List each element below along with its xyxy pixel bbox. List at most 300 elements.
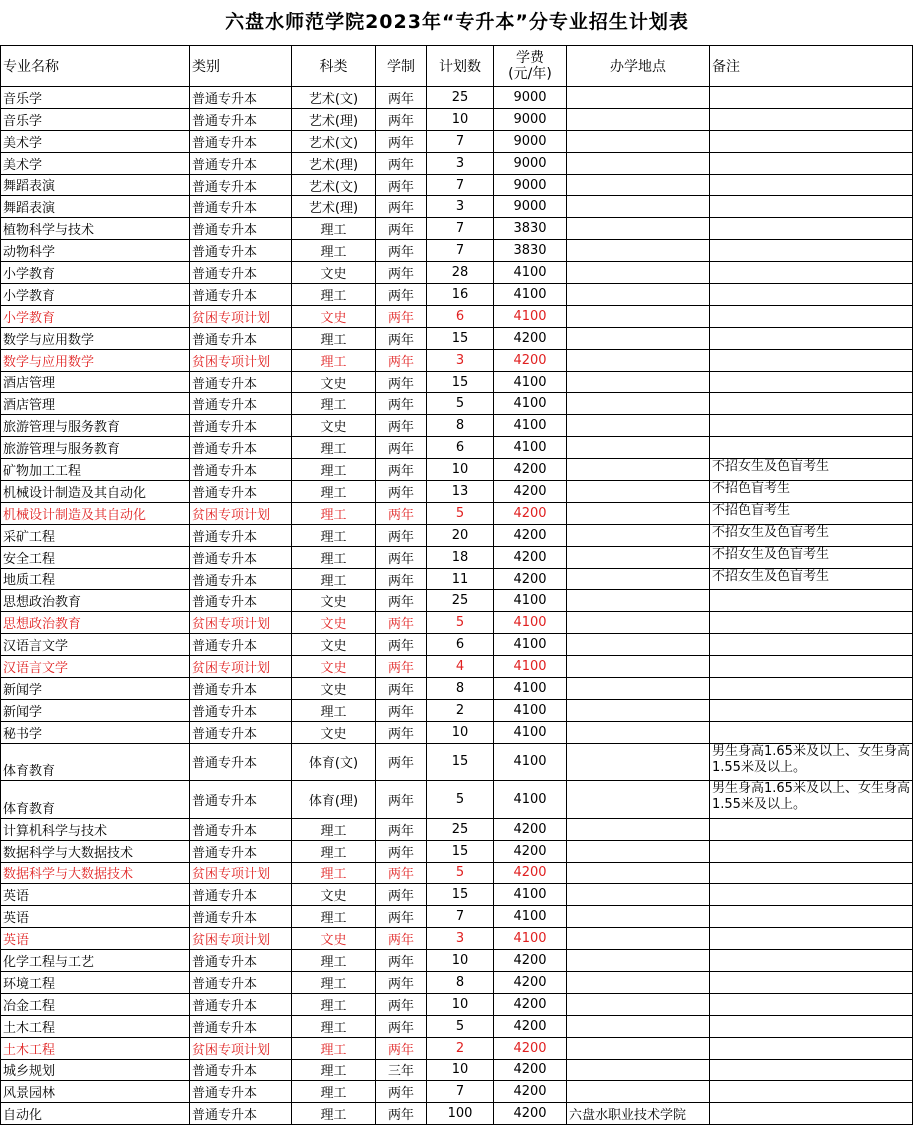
cell-fee: 9000 [494, 87, 567, 109]
table-row [1, 971, 913, 993]
table-row [1, 721, 913, 743]
table-row [1, 284, 913, 306]
cell-plan: 25 [427, 87, 494, 109]
cell-fee: 4100 [494, 928, 567, 950]
cell-duration: 两年 [376, 906, 427, 928]
cell-type: 普通专升本 [190, 459, 292, 481]
cell-duration: 两年 [376, 1037, 427, 1059]
cell-duration: 两年 [376, 502, 427, 524]
cell-plan: 5 [427, 502, 494, 524]
cell-type: 普通专升本 [190, 971, 292, 993]
cell-note [710, 1059, 913, 1081]
cell-category: 理工 [292, 502, 376, 524]
cell-note [710, 862, 913, 884]
cell-fee: 4100 [494, 305, 567, 327]
header-location: 办学地点 [567, 46, 710, 87]
cell-category: 文史 [292, 884, 376, 906]
cell-note [710, 721, 913, 743]
cell-type: 贫困专项计划 [190, 1037, 292, 1059]
cell-category: 艺术(理) [292, 196, 376, 218]
cell-location [567, 818, 710, 840]
cell-name: 小学教育 [1, 284, 190, 306]
cell-duration: 两年 [376, 634, 427, 656]
cell-name: 计算机科学与技术 [1, 818, 190, 840]
cell-fee: 4100 [494, 612, 567, 634]
cell-location [567, 481, 710, 503]
cell-type: 普通专升本 [190, 568, 292, 590]
cell-category: 理工 [292, 840, 376, 862]
table-row [1, 1015, 913, 1037]
cell-category: 文史 [292, 590, 376, 612]
cell-name: 机械设计制造及其自动化 [1, 481, 190, 503]
cell-duration: 两年 [376, 240, 427, 262]
cell-fee: 9000 [494, 196, 567, 218]
cell-location [567, 87, 710, 109]
header-name: 专业名称 [1, 46, 190, 87]
cell-type: 普通专升本 [190, 262, 292, 284]
cell-duration: 两年 [376, 1015, 427, 1037]
cell-category: 文史 [292, 262, 376, 284]
cell-plan: 7 [427, 240, 494, 262]
header-duration: 学制 [376, 46, 427, 87]
cell-category: 理工 [292, 971, 376, 993]
table-row [1, 950, 913, 972]
cell-note [710, 108, 913, 130]
table-row [1, 218, 913, 240]
cell-plan: 8 [427, 415, 494, 437]
cell-plan: 20 [427, 524, 494, 546]
cell-duration: 两年 [376, 590, 427, 612]
cell-plan: 5 [427, 781, 494, 819]
cell-category: 艺术(理) [292, 108, 376, 130]
cell-name: 汉语言文学 [1, 656, 190, 678]
cell-location [567, 612, 710, 634]
cell-plan: 6 [427, 437, 494, 459]
cell-location [567, 196, 710, 218]
cell-category: 文史 [292, 415, 376, 437]
cell-plan: 10 [427, 950, 494, 972]
cell-note [710, 634, 913, 656]
cell-category: 体育(文) [292, 743, 376, 781]
cell-category: 文史 [292, 928, 376, 950]
cell-plan: 25 [427, 590, 494, 612]
cell-name: 数据科学与大数据技术 [1, 862, 190, 884]
cell-type: 普通专升本 [190, 781, 292, 819]
cell-category: 理工 [292, 1015, 376, 1037]
cell-name: 数据科学与大数据技术 [1, 840, 190, 862]
cell-location [567, 1059, 710, 1081]
cell-fee: 4200 [494, 481, 567, 503]
cell-fee: 4100 [494, 634, 567, 656]
cell-type: 普通专升本 [190, 1059, 292, 1081]
table-header-row [1, 46, 913, 87]
cell-plan: 5 [427, 612, 494, 634]
cell-note [710, 305, 913, 327]
cell-location [567, 840, 710, 862]
cell-fee: 4100 [494, 721, 567, 743]
cell-type: 贫困专项计划 [190, 612, 292, 634]
header-category: 科类 [292, 46, 376, 87]
cell-name: 矿物加工工程 [1, 459, 190, 481]
table-row [1, 1081, 913, 1103]
cell-note: 不招女生及色盲考生 [710, 546, 913, 568]
cell-type: 普通专升本 [190, 327, 292, 349]
cell-note: 不招色盲考生 [710, 502, 913, 524]
table-row [1, 634, 913, 656]
table-row [1, 393, 913, 415]
cell-location [567, 743, 710, 781]
cell-location [567, 1081, 710, 1103]
cell-fee: 9000 [494, 130, 567, 152]
cell-name: 环境工程 [1, 971, 190, 993]
cell-duration: 两年 [376, 481, 427, 503]
cell-plan: 100 [427, 1103, 494, 1125]
cell-duration: 两年 [376, 612, 427, 634]
table-row [1, 1103, 913, 1125]
cell-location [567, 1015, 710, 1037]
cell-name: 采矿工程 [1, 524, 190, 546]
cell-name: 音乐学 [1, 87, 190, 109]
header-type: 类别 [190, 46, 292, 87]
cell-duration: 两年 [376, 678, 427, 700]
cell-duration: 两年 [376, 781, 427, 819]
cell-duration: 两年 [376, 524, 427, 546]
cell-location [567, 906, 710, 928]
cell-note [710, 678, 913, 700]
cell-category: 理工 [292, 1037, 376, 1059]
cell-plan: 18 [427, 546, 494, 568]
cell-location [567, 1037, 710, 1059]
cell-category: 理工 [292, 218, 376, 240]
table-row [1, 840, 913, 862]
cell-location [567, 218, 710, 240]
cell-duration: 两年 [376, 152, 427, 174]
cell-note [710, 393, 913, 415]
cell-location [567, 459, 710, 481]
cell-plan: 10 [427, 459, 494, 481]
cell-plan: 7 [427, 1081, 494, 1103]
cell-note [710, 884, 913, 906]
cell-fee: 4100 [494, 743, 567, 781]
cell-note [710, 1103, 913, 1125]
cell-duration: 两年 [376, 950, 427, 972]
cell-fee: 4200 [494, 1059, 567, 1081]
cell-fee: 4200 [494, 818, 567, 840]
cell-plan: 15 [427, 743, 494, 781]
cell-type: 普通专升本 [190, 481, 292, 503]
cell-note [710, 130, 913, 152]
cell-category: 理工 [292, 459, 376, 481]
cell-location [567, 393, 710, 415]
cell-location [567, 862, 710, 884]
cell-fee: 4100 [494, 906, 567, 928]
cell-name: 土木工程 [1, 1037, 190, 1059]
cell-name: 旅游管理与服务教育 [1, 415, 190, 437]
table-row [1, 1059, 913, 1081]
cell-note [710, 262, 913, 284]
header-fee-line2: (元/年) [508, 66, 552, 82]
cell-location [567, 327, 710, 349]
cell-location [567, 884, 710, 906]
cell-fee: 3830 [494, 218, 567, 240]
cell-category: 理工 [292, 524, 376, 546]
cell-location [567, 349, 710, 371]
cell-fee: 4200 [494, 568, 567, 590]
cell-fee: 4100 [494, 262, 567, 284]
cell-duration: 两年 [376, 1103, 427, 1125]
cell-note [710, 840, 913, 862]
cell-plan: 5 [427, 862, 494, 884]
cell-category: 理工 [292, 818, 376, 840]
cell-note [710, 437, 913, 459]
table-row [1, 699, 913, 721]
cell-category: 文史 [292, 371, 376, 393]
page-title: 六盘水师范学院2023年“专升本”分专业招生计划表 [225, 11, 689, 33]
cell-plan: 25 [427, 818, 494, 840]
cell-fee: 4200 [494, 1103, 567, 1125]
cell-name: 酒店管理 [1, 393, 190, 415]
cell-type: 普通专升本 [190, 152, 292, 174]
cell-type: 普通专升本 [190, 840, 292, 862]
cell-duration: 三年 [376, 1059, 427, 1081]
cell-note [710, 818, 913, 840]
cell-category: 理工 [292, 393, 376, 415]
cell-note: 男生身高1.65米及以上、女生身高1.55米及以上。 [710, 743, 913, 781]
cell-location [567, 437, 710, 459]
table-row [1, 240, 913, 262]
cell-plan: 5 [427, 1015, 494, 1037]
cell-plan: 13 [427, 481, 494, 503]
cell-fee: 4200 [494, 546, 567, 568]
cell-note: 男生身高1.65米及以上、女生身高1.55米及以上。 [710, 781, 913, 819]
cell-plan: 3 [427, 152, 494, 174]
table-body [1, 87, 913, 1125]
cell-fee: 9000 [494, 174, 567, 196]
cell-note [710, 87, 913, 109]
cell-category: 文史 [292, 634, 376, 656]
cell-fee: 4100 [494, 699, 567, 721]
cell-note [710, 327, 913, 349]
table-row [1, 1037, 913, 1059]
cell-category: 艺术(文) [292, 174, 376, 196]
cell-duration: 两年 [376, 130, 427, 152]
cell-duration: 两年 [376, 415, 427, 437]
cell-fee: 4200 [494, 950, 567, 972]
cell-duration: 两年 [376, 284, 427, 306]
cell-fee: 4200 [494, 524, 567, 546]
header-plan: 计划数 [427, 46, 494, 87]
cell-location [567, 502, 710, 524]
table-row [1, 590, 913, 612]
header-fee [494, 46, 567, 87]
cell-category: 文史 [292, 612, 376, 634]
table-row [1, 349, 913, 371]
cell-duration: 两年 [376, 459, 427, 481]
table-row [1, 884, 913, 906]
cell-location [567, 699, 710, 721]
cell-location [567, 656, 710, 678]
cell-fee: 4200 [494, 349, 567, 371]
cell-type: 普通专升本 [190, 884, 292, 906]
cell-location [567, 240, 710, 262]
cell-note [710, 152, 913, 174]
cell-name: 数学与应用数学 [1, 327, 190, 349]
table-row [1, 568, 913, 590]
cell-plan: 6 [427, 305, 494, 327]
cell-type: 普通专升本 [190, 218, 292, 240]
cell-note [710, 928, 913, 950]
enrollment-table [0, 45, 913, 1125]
cell-type: 普通专升本 [190, 393, 292, 415]
cell-note: 不招色盲考生 [710, 481, 913, 503]
table-row [1, 152, 913, 174]
table-row [1, 524, 913, 546]
cell-name: 舞蹈表演 [1, 196, 190, 218]
cell-category: 文史 [292, 678, 376, 700]
cell-duration: 两年 [376, 327, 427, 349]
cell-location [567, 174, 710, 196]
cell-location [567, 928, 710, 950]
cell-fee: 4200 [494, 502, 567, 524]
cell-name: 汉语言文学 [1, 634, 190, 656]
cell-type: 普通专升本 [190, 906, 292, 928]
cell-name: 音乐学 [1, 108, 190, 130]
cell-plan: 5 [427, 393, 494, 415]
cell-name: 思想政治教育 [1, 590, 190, 612]
cell-location [567, 284, 710, 306]
table-row [1, 546, 913, 568]
cell-note [710, 415, 913, 437]
cell-name: 化学工程与工艺 [1, 950, 190, 972]
cell-name: 酒店管理 [1, 371, 190, 393]
cell-plan: 16 [427, 284, 494, 306]
cell-type: 普通专升本 [190, 993, 292, 1015]
cell-name: 植物科学与技术 [1, 218, 190, 240]
cell-plan: 10 [427, 993, 494, 1015]
cell-location [567, 678, 710, 700]
cell-duration: 两年 [376, 305, 427, 327]
table-row [1, 906, 913, 928]
cell-note: 不招女生及色盲考生 [710, 459, 913, 481]
cell-note [710, 196, 913, 218]
cell-name: 英语 [1, 928, 190, 950]
cell-fee: 4200 [494, 1037, 567, 1059]
cell-type: 贫困专项计划 [190, 656, 292, 678]
cell-location [567, 950, 710, 972]
table-row [1, 108, 913, 130]
cell-name: 美术学 [1, 130, 190, 152]
cell-plan: 28 [427, 262, 494, 284]
cell-plan: 7 [427, 218, 494, 240]
cell-duration: 两年 [376, 218, 427, 240]
cell-fee: 4200 [494, 327, 567, 349]
cell-location [567, 108, 710, 130]
cell-category: 理工 [292, 546, 376, 568]
cell-category: 理工 [292, 437, 376, 459]
cell-note [710, 906, 913, 928]
cell-note [710, 971, 913, 993]
cell-plan: 11 [427, 568, 494, 590]
cell-location [567, 152, 710, 174]
cell-duration: 两年 [376, 840, 427, 862]
cell-name: 新闻学 [1, 699, 190, 721]
cell-name: 自动化 [1, 1103, 190, 1125]
header-fee-line1: 学费 [516, 50, 544, 66]
cell-type: 普通专升本 [190, 524, 292, 546]
cell-type: 普通专升本 [190, 546, 292, 568]
cell-duration: 两年 [376, 196, 427, 218]
cell-fee: 4100 [494, 437, 567, 459]
cell-type: 贫困专项计划 [190, 349, 292, 371]
cell-fee: 4100 [494, 781, 567, 819]
cell-plan: 15 [427, 327, 494, 349]
cell-type: 普通专升本 [190, 284, 292, 306]
cell-note [710, 349, 913, 371]
cell-type: 普通专升本 [190, 371, 292, 393]
cell-note [710, 1015, 913, 1037]
table-row [1, 862, 913, 884]
cell-category: 体育(理) [292, 781, 376, 819]
cell-name: 思想政治教育 [1, 612, 190, 634]
table-row [1, 656, 913, 678]
cell-fee: 9000 [494, 108, 567, 130]
cell-category: 理工 [292, 699, 376, 721]
cell-duration: 两年 [376, 656, 427, 678]
cell-note [710, 699, 913, 721]
cell-location [567, 971, 710, 993]
cell-type: 普通专升本 [190, 743, 292, 781]
cell-note [710, 240, 913, 262]
cell-name: 安全工程 [1, 546, 190, 568]
cell-type: 普通专升本 [190, 721, 292, 743]
cell-name: 冶金工程 [1, 993, 190, 1015]
cell-duration: 两年 [376, 721, 427, 743]
cell-fee: 4200 [494, 862, 567, 884]
cell-category: 理工 [292, 284, 376, 306]
cell-location [567, 721, 710, 743]
table-row [1, 262, 913, 284]
cell-plan: 10 [427, 108, 494, 130]
cell-duration: 两年 [376, 87, 427, 109]
cell-duration: 两年 [376, 108, 427, 130]
cell-location [567, 415, 710, 437]
cell-duration: 两年 [376, 393, 427, 415]
cell-duration: 两年 [376, 928, 427, 950]
cell-fee: 4100 [494, 590, 567, 612]
cell-note: 不招女生及色盲考生 [710, 568, 913, 590]
cell-fee: 4100 [494, 415, 567, 437]
cell-type: 普通专升本 [190, 87, 292, 109]
cell-name: 小学教育 [1, 262, 190, 284]
cell-duration: 两年 [376, 349, 427, 371]
cell-type: 普通专升本 [190, 950, 292, 972]
cell-fee: 4200 [494, 840, 567, 862]
cell-plan: 7 [427, 906, 494, 928]
cell-category: 理工 [292, 240, 376, 262]
cell-name: 小学教育 [1, 305, 190, 327]
cell-note: 不招女生及色盲考生 [710, 524, 913, 546]
cell-type: 普通专升本 [190, 240, 292, 262]
cell-name: 舞蹈表演 [1, 174, 190, 196]
cell-duration: 两年 [376, 546, 427, 568]
cell-name: 美术学 [1, 152, 190, 174]
cell-fee: 4100 [494, 656, 567, 678]
cell-fee: 4100 [494, 371, 567, 393]
cell-category: 文史 [292, 721, 376, 743]
cell-name: 秘书学 [1, 721, 190, 743]
cell-location [567, 262, 710, 284]
cell-location [567, 524, 710, 546]
